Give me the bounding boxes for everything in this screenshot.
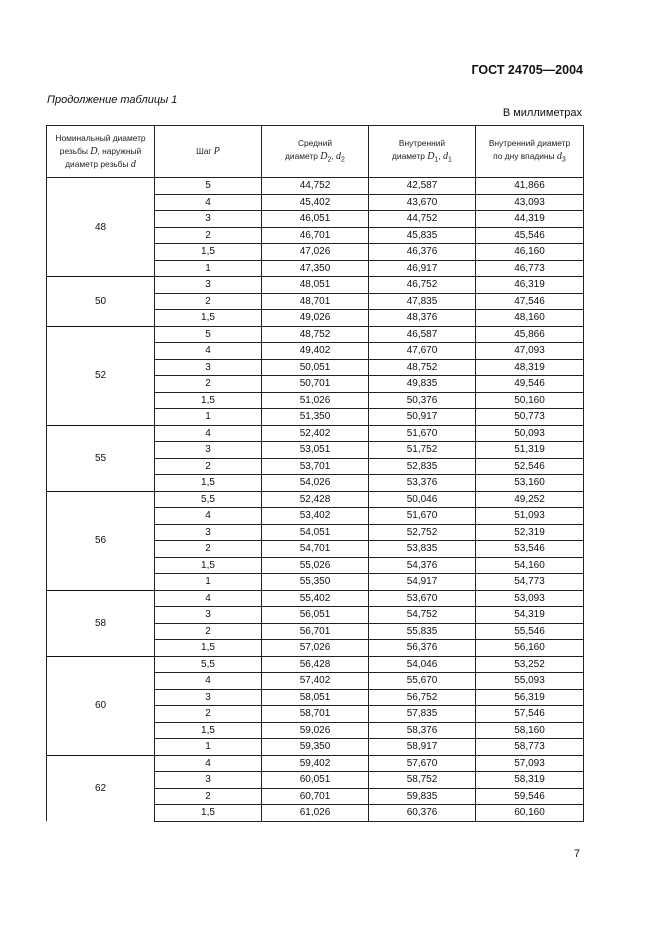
root-diameter-cell: 50,093 bbox=[476, 425, 584, 442]
nominal-diameter-cell: 60 bbox=[47, 656, 155, 755]
minor-diameter-cell: 51,752 bbox=[369, 442, 476, 459]
pitch-diameter-cell: 60,701 bbox=[262, 788, 369, 805]
root-diameter-cell: 48,319 bbox=[476, 359, 584, 376]
header-root-diameter: Внутренний диаметр по дну впадины $d_3$ bbox=[476, 126, 584, 178]
pitch-cell: 5,5 bbox=[155, 656, 262, 673]
minor-diameter-cell: 53,376 bbox=[369, 475, 476, 492]
root-diameter-cell: 60,160 bbox=[476, 805, 584, 822]
pitch-diameter-cell: 48,051 bbox=[262, 277, 369, 294]
minor-diameter-cell: 50,376 bbox=[369, 392, 476, 409]
pitch-diameter-cell: 51,350 bbox=[262, 409, 369, 426]
minor-diameter-cell: 58,376 bbox=[369, 722, 476, 739]
minor-diameter-cell: 42,587 bbox=[369, 178, 476, 195]
root-diameter-cell: 53,160 bbox=[476, 475, 584, 492]
pitch-cell: 1,5 bbox=[155, 475, 262, 492]
pitch-cell: 4 bbox=[155, 590, 262, 607]
pitch-diameter-cell: 57,026 bbox=[262, 640, 369, 657]
minor-diameter-cell: 54,752 bbox=[369, 607, 476, 624]
pitch-diameter-cell: 59,026 bbox=[262, 722, 369, 739]
pitch-diameter-cell: 53,701 bbox=[262, 458, 369, 475]
minor-diameter-cell: 56,376 bbox=[369, 640, 476, 657]
minor-diameter-cell: 51,670 bbox=[369, 425, 476, 442]
root-diameter-cell: 51,093 bbox=[476, 508, 584, 525]
minor-diameter-cell: 52,835 bbox=[369, 458, 476, 475]
pitch-diameter-cell: 56,051 bbox=[262, 607, 369, 624]
pitch-cell: 5 bbox=[155, 326, 262, 343]
pitch-diameter-cell: 55,402 bbox=[262, 590, 369, 607]
pitch-cell: 5,5 bbox=[155, 491, 262, 508]
minor-diameter-cell: 56,752 bbox=[369, 689, 476, 706]
table-row bbox=[47, 425, 584, 442]
pitch-cell: 3 bbox=[155, 211, 262, 228]
pitch-cell: 4 bbox=[155, 425, 262, 442]
root-diameter-cell: 51,319 bbox=[476, 442, 584, 459]
pitch-diameter-cell: 54,701 bbox=[262, 541, 369, 558]
root-diameter-cell: 47,093 bbox=[476, 343, 584, 360]
pitch-cell: 2 bbox=[155, 541, 262, 558]
pitch-cell: 1,5 bbox=[155, 244, 262, 261]
pitch-cell: 3 bbox=[155, 772, 262, 789]
pitch-diameter-cell: 52,402 bbox=[262, 425, 369, 442]
root-diameter-cell: 45,546 bbox=[476, 227, 584, 244]
root-diameter-cell: 54,160 bbox=[476, 557, 584, 574]
pitch-diameter-cell: 53,051 bbox=[262, 442, 369, 459]
nominal-diameter-cell: 56 bbox=[47, 491, 155, 590]
root-diameter-cell: 46,160 bbox=[476, 244, 584, 261]
pitch-diameter-cell: 47,350 bbox=[262, 260, 369, 277]
page-number: 7 bbox=[573, 848, 580, 860]
minor-diameter-cell: 43,670 bbox=[369, 194, 476, 211]
root-diameter-cell: 52,546 bbox=[476, 458, 584, 475]
minor-diameter-cell: 52,752 bbox=[369, 524, 476, 541]
root-diameter-cell: 58,773 bbox=[476, 739, 584, 756]
table-row bbox=[47, 277, 584, 294]
nominal-diameter-cell: 52 bbox=[47, 326, 155, 425]
root-diameter-cell: 48,160 bbox=[476, 310, 584, 327]
pitch-cell: 1,5 bbox=[155, 722, 262, 739]
pitch-cell: 4 bbox=[155, 508, 262, 525]
nominal-diameter-cell: 62 bbox=[47, 755, 155, 821]
pitch-diameter-cell: 61,026 bbox=[262, 805, 369, 822]
pitch-cell: 1 bbox=[155, 574, 262, 591]
root-diameter-cell: 55,546 bbox=[476, 623, 584, 640]
minor-diameter-cell: 59,835 bbox=[369, 788, 476, 805]
root-diameter-cell: 53,093 bbox=[476, 590, 584, 607]
pitch-diameter-cell: 47,026 bbox=[262, 244, 369, 261]
pitch-diameter-cell: 57,402 bbox=[262, 673, 369, 690]
pitch-cell: 4 bbox=[155, 194, 262, 211]
root-diameter-cell: 59,546 bbox=[476, 788, 584, 805]
pitch-diameter-cell: 58,051 bbox=[262, 689, 369, 706]
minor-diameter-cell: 60,376 bbox=[369, 805, 476, 822]
pitch-diameter-cell: 56,701 bbox=[262, 623, 369, 640]
pitch-diameter-cell: 52,428 bbox=[262, 491, 369, 508]
pitch-diameter-cell: 55,350 bbox=[262, 574, 369, 591]
root-diameter-cell: 58,319 bbox=[476, 772, 584, 789]
pitch-diameter-cell: 56,428 bbox=[262, 656, 369, 673]
minor-diameter-cell: 55,835 bbox=[369, 623, 476, 640]
root-diameter-cell: 43,093 bbox=[476, 194, 584, 211]
pitch-diameter-cell: 60,051 bbox=[262, 772, 369, 789]
root-diameter-cell: 49,546 bbox=[476, 376, 584, 393]
root-diameter-cell: 53,252 bbox=[476, 656, 584, 673]
minor-diameter-cell: 47,670 bbox=[369, 343, 476, 360]
table-row bbox=[47, 656, 584, 673]
minor-diameter-cell: 46,376 bbox=[369, 244, 476, 261]
minor-diameter-cell: 55,670 bbox=[369, 673, 476, 690]
pitch-cell: 1 bbox=[155, 739, 262, 756]
pitch-cell: 2 bbox=[155, 227, 262, 244]
pitch-diameter-cell: 50,701 bbox=[262, 376, 369, 393]
pitch-cell: 3 bbox=[155, 607, 262, 624]
header-nominal-diameter: Номинальный диаметр резьбы D, наружный диаметр резьбы d bbox=[47, 126, 155, 178]
table-caption: Продолжение таблицы 1 bbox=[47, 94, 178, 106]
table-row bbox=[47, 178, 584, 195]
minor-diameter-cell: 49,835 bbox=[369, 376, 476, 393]
pitch-diameter-cell: 53,402 bbox=[262, 508, 369, 525]
minor-diameter-cell: 57,835 bbox=[369, 706, 476, 723]
root-diameter-cell: 57,546 bbox=[476, 706, 584, 723]
pitch-cell: 1 bbox=[155, 260, 262, 277]
nominal-diameter-cell: 58 bbox=[47, 590, 155, 656]
minor-diameter-cell: 45,835 bbox=[369, 227, 476, 244]
root-diameter-cell: 54,773 bbox=[476, 574, 584, 591]
header-pitch: Шаг P bbox=[155, 126, 262, 178]
table-body bbox=[47, 178, 584, 822]
minor-diameter-cell: 44,752 bbox=[369, 211, 476, 228]
nominal-diameter-cell: 55 bbox=[47, 425, 155, 491]
pitch-cell: 1 bbox=[155, 409, 262, 426]
table-row bbox=[47, 755, 584, 772]
document-code: ГОСТ 24705—2004 bbox=[471, 63, 583, 77]
pitch-cell: 1,5 bbox=[155, 310, 262, 327]
header-pitch-diameter: Средний диаметр $D_2$, $d_2$ bbox=[262, 126, 369, 178]
table-header-row bbox=[47, 126, 584, 178]
pitch-diameter-cell: 54,026 bbox=[262, 475, 369, 492]
minor-diameter-cell: 50,917 bbox=[369, 409, 476, 426]
root-diameter-cell: 50,773 bbox=[476, 409, 584, 426]
pitch-cell: 2 bbox=[155, 623, 262, 640]
header-minor-diameter: Внутренний диаметр $D_1$, $d_1$ bbox=[369, 126, 476, 178]
pitch-cell: 1,5 bbox=[155, 557, 262, 574]
pitch-cell: 4 bbox=[155, 343, 262, 360]
minor-diameter-cell: 54,376 bbox=[369, 557, 476, 574]
units-note: В миллиметрах bbox=[502, 107, 582, 119]
pitch-cell: 4 bbox=[155, 755, 262, 772]
root-diameter-cell: 57,093 bbox=[476, 755, 584, 772]
pitch-diameter-cell: 51,026 bbox=[262, 392, 369, 409]
root-diameter-cell: 46,319 bbox=[476, 277, 584, 294]
minor-diameter-cell: 47,835 bbox=[369, 293, 476, 310]
pitch-diameter-cell: 48,752 bbox=[262, 326, 369, 343]
minor-diameter-cell: 48,752 bbox=[369, 359, 476, 376]
pitch-cell: 5 bbox=[155, 178, 262, 195]
pitch-diameter-cell: 50,051 bbox=[262, 359, 369, 376]
root-diameter-cell: 54,319 bbox=[476, 607, 584, 624]
minor-diameter-cell: 46,752 bbox=[369, 277, 476, 294]
root-diameter-cell: 41,866 bbox=[476, 178, 584, 195]
pitch-diameter-cell: 46,701 bbox=[262, 227, 369, 244]
root-diameter-cell: 56,319 bbox=[476, 689, 584, 706]
root-diameter-cell: 53,546 bbox=[476, 541, 584, 558]
minor-diameter-cell: 58,752 bbox=[369, 772, 476, 789]
pitch-cell: 2 bbox=[155, 706, 262, 723]
pitch-diameter-cell: 49,402 bbox=[262, 343, 369, 360]
pitch-diameter-cell: 54,051 bbox=[262, 524, 369, 541]
root-diameter-cell: 44,319 bbox=[476, 211, 584, 228]
pitch-cell: 4 bbox=[155, 673, 262, 690]
pitch-cell: 3 bbox=[155, 359, 262, 376]
minor-diameter-cell: 46,587 bbox=[369, 326, 476, 343]
minor-diameter-cell: 53,670 bbox=[369, 590, 476, 607]
root-diameter-cell: 52,319 bbox=[476, 524, 584, 541]
pitch-cell: 3 bbox=[155, 689, 262, 706]
table-row bbox=[47, 590, 584, 607]
pitch-diameter-cell: 55,026 bbox=[262, 557, 369, 574]
root-diameter-cell: 58,160 bbox=[476, 722, 584, 739]
thread-dimensions-table bbox=[46, 125, 584, 822]
nominal-diameter-cell: 50 bbox=[47, 277, 155, 327]
pitch-cell: 1,5 bbox=[155, 805, 262, 822]
pitch-diameter-cell: 45,402 bbox=[262, 194, 369, 211]
root-diameter-cell: 50,160 bbox=[476, 392, 584, 409]
pitch-cell: 3 bbox=[155, 442, 262, 459]
pitch-cell: 2 bbox=[155, 293, 262, 310]
minor-diameter-cell: 57,670 bbox=[369, 755, 476, 772]
table-row bbox=[47, 326, 584, 343]
minor-diameter-cell: 51,670 bbox=[369, 508, 476, 525]
pitch-cell: 2 bbox=[155, 376, 262, 393]
root-diameter-cell: 47,546 bbox=[476, 293, 584, 310]
pitch-diameter-cell: 49,026 bbox=[262, 310, 369, 327]
pitch-diameter-cell: 58,701 bbox=[262, 706, 369, 723]
root-diameter-cell: 45,866 bbox=[476, 326, 584, 343]
root-diameter-cell: 46,773 bbox=[476, 260, 584, 277]
root-diameter-cell: 56,160 bbox=[476, 640, 584, 657]
root-diameter-cell: 49,252 bbox=[476, 491, 584, 508]
pitch-cell: 2 bbox=[155, 788, 262, 805]
table-row bbox=[47, 491, 584, 508]
pitch-diameter-cell: 59,402 bbox=[262, 755, 369, 772]
pitch-cell: 3 bbox=[155, 277, 262, 294]
minor-diameter-cell: 50,046 bbox=[369, 491, 476, 508]
minor-diameter-cell: 46,917 bbox=[369, 260, 476, 277]
pitch-diameter-cell: 59,350 bbox=[262, 739, 369, 756]
pitch-diameter-cell: 48,701 bbox=[262, 293, 369, 310]
minor-diameter-cell: 48,376 bbox=[369, 310, 476, 327]
minor-diameter-cell: 54,917 bbox=[369, 574, 476, 591]
pitch-cell: 1,5 bbox=[155, 640, 262, 657]
pitch-diameter-cell: 46,051 bbox=[262, 211, 369, 228]
nominal-diameter-cell: 48 bbox=[47, 178, 155, 277]
pitch-diameter-cell: 44,752 bbox=[262, 178, 369, 195]
minor-diameter-cell: 54,046 bbox=[369, 656, 476, 673]
minor-diameter-cell: 58,917 bbox=[369, 739, 476, 756]
pitch-cell: 2 bbox=[155, 458, 262, 475]
minor-diameter-cell: 53,835 bbox=[369, 541, 476, 558]
pitch-cell: 3 bbox=[155, 524, 262, 541]
root-diameter-cell: 55,093 bbox=[476, 673, 584, 690]
pitch-cell: 1,5 bbox=[155, 392, 262, 409]
